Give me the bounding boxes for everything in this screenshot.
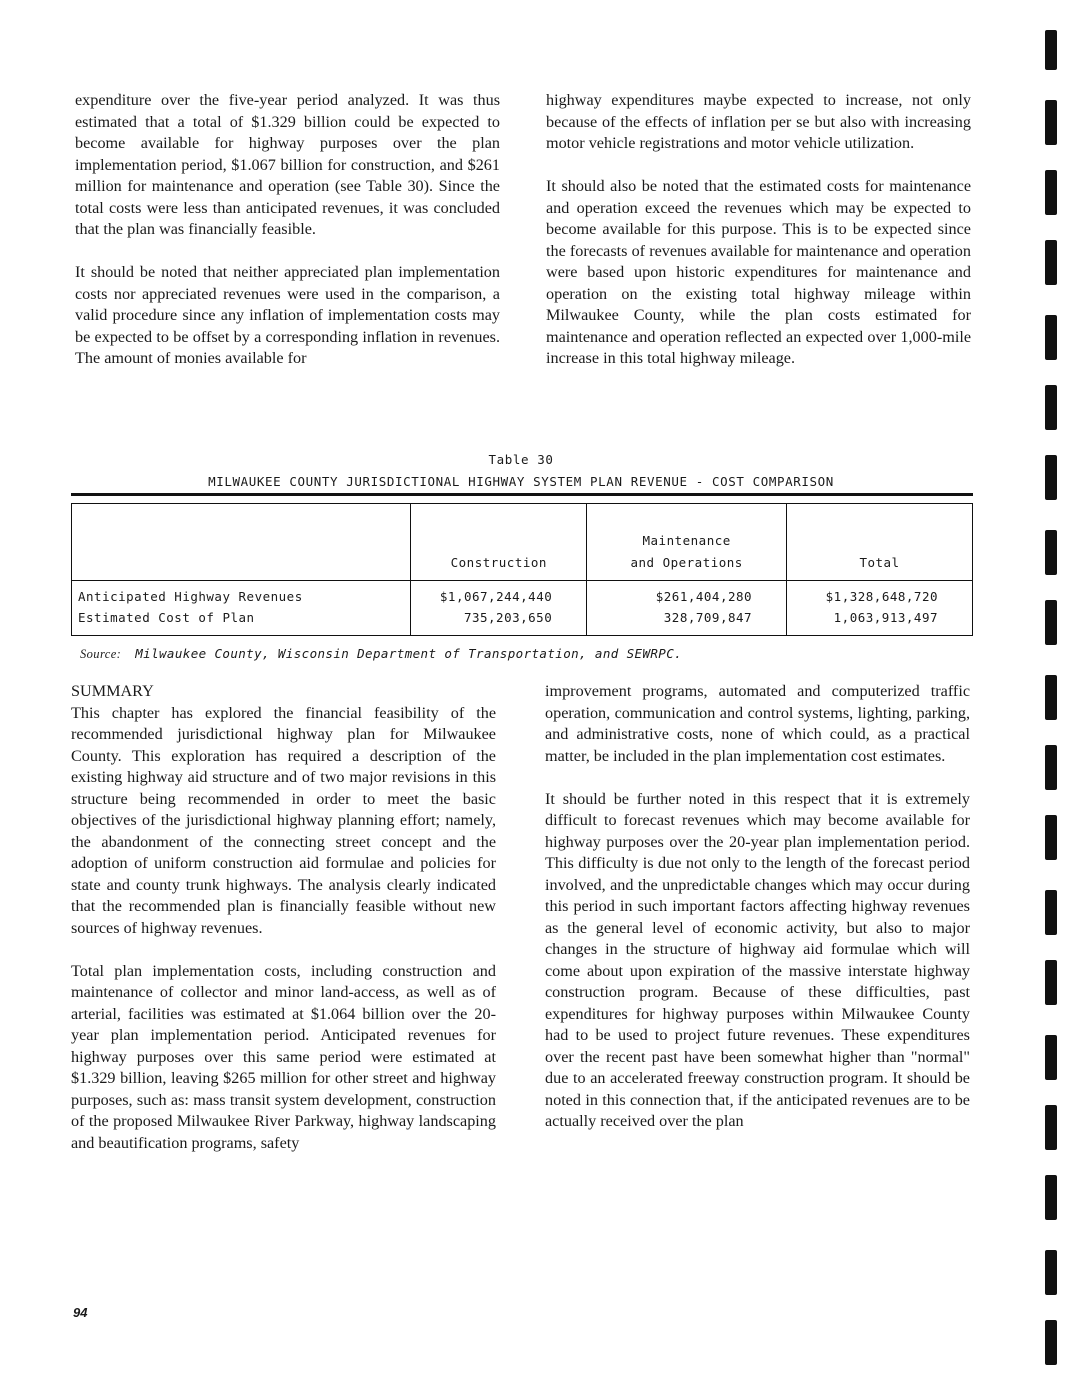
bottom-right-column xyxy=(545,681,970,1133)
binding-mark xyxy=(1045,890,1057,935)
binding-mark xyxy=(1045,30,1057,70)
page-number: 94 xyxy=(73,1305,88,1320)
cell-value: $1,328,648,720 xyxy=(825,589,938,604)
revenue-cost-table xyxy=(71,503,973,636)
binding-mark xyxy=(1045,815,1057,860)
table-header-row xyxy=(72,504,973,581)
binding-mark xyxy=(1045,600,1057,645)
cell-value: 1,063,913,497 xyxy=(833,610,938,625)
paragraph: highway expenditures maybe expected to increase, not only because of the effects of inflation per se but also with increasing motor vehicle registrations and motor vehicle utilization. xyxy=(546,91,971,152)
paragraph: It should be further noted in this respect that it is extremely difficult to forecast revenues which may become available for highway purposes over the 20-year plan implementation period. This difficulty is due not only to the length of the forecast period involved, and the unpredictable changes which may occur during this period in such important factors affecting highway revenues as the general level of economic activity, but also to major changes in the structure of highway aid formulae which will come about upon expiration of the massive interstate highway construction program. Because of these difficulties, past expenditures for highway purposes within Milwaukee County had to be used to project future revenues. These expenditures over the recent past have been somewhat higher than "normal" due to an accelerated freeway construction program. It should be noted in this connection that, if the anticipated revenues are to be actually received over the plan xyxy=(545,789,970,1130)
section-heading: SUMMARY xyxy=(71,682,154,700)
maintenance-values xyxy=(587,581,787,636)
cell-value: $261,404,280 xyxy=(655,589,753,604)
binding-mark xyxy=(1045,675,1057,720)
binding-mark xyxy=(1045,530,1057,575)
table-rule xyxy=(71,493,973,496)
table-row xyxy=(72,581,973,636)
binding-mark xyxy=(1045,385,1057,430)
binding-mark xyxy=(1045,315,1057,360)
row-label: Estimated Cost of Plan xyxy=(78,610,255,625)
header-empty xyxy=(72,504,411,581)
paragraph: This chapter has explored the financial feasibility of the recommended jurisdictional highway plan for Milwaukee County. This exploration has required a description of the existing highway aid structure and of two major revisions in this structure being recommended in order to meet the basic objectives of the jurisdictional highway planning effort; namely, the abandonment of the connecting street concept and the adoption of uniform construction aid formulae and policies for state and county trunk highways. The analysis clearly indicated that the recommended plan is financially feasible without new sources of highway revenues. xyxy=(71,703,496,937)
binding-mark xyxy=(1045,1035,1057,1080)
table-number: Table 30 xyxy=(488,452,554,467)
binding-mark xyxy=(1045,1105,1057,1150)
paragraph: Total plan implementation costs, including construction and maintenance of collector and minor land-access, as well as of arterial, facilities was estimated at $1.064 billion over the 20-year plan implementation period. Anticipated revenues for highway purposes over this same period were estimated at $1.329 billion, leaving $265 million for other street and highway purposes, such as: mass transit system development, construction of the proposed Milwaukee River Parkway, highway landscaping and beautification programs, safety xyxy=(71,961,496,1152)
source-text: Milwaukee County, Wisconsin Department of Transportation, and SEWRPC. xyxy=(135,646,683,661)
top-left-column xyxy=(75,90,500,370)
paragraph: improvement programs, automated and computerized traffic operation, communication and control systems, lighting, parking, and administrative costs, none of which could, as a practical matter, be included in the plan implementation cost estimates. xyxy=(545,682,970,765)
bottom-left-column xyxy=(71,681,496,1154)
construction-values xyxy=(411,581,587,636)
source-label: Source: xyxy=(80,647,122,661)
header-construction: Construction xyxy=(411,504,587,581)
header-total: Total xyxy=(787,504,973,581)
binding-mark xyxy=(1045,100,1057,145)
total-values xyxy=(787,581,973,636)
paragraph: It should be noted that neither appreciated plan implementation costs nor appreciated revenues were used in the comparison, a valid procedure since any inflation of implementation costs may be expected to be offset by a corresponding inflation in revenues. The amount of monies available for xyxy=(75,263,500,367)
paragraph: It should also be noted that the estimated costs for maintenance and operation exceed the revenues which may be expected to become available for this purpose. This is to be expected since the forecasts of revenues available for maintenance and operation were based upon historic expenditures for maintenance and operation on the existing total highway mileage within Milwaukee County, while the plan costs estimated for maintenance and operation reflected an expected over 1,000-mile increase in this total highway mileage. xyxy=(546,177,971,367)
header-maintenance: Maintenance and Operations xyxy=(587,504,787,581)
row-labels xyxy=(72,581,411,636)
table-caption xyxy=(70,449,972,493)
binding-mark xyxy=(1045,1250,1057,1295)
paragraph: expenditure over the five-year period analyzed. It was thus estimated that a total of $1.329 billion could be expected to become available for highway purposes over the plan implementation period, $1.067 billion for construction, and $261 million for maintenance and operation (see Table 30). Since the total costs were less than anticipated revenues, it was concluded that the plan was financially feasible. xyxy=(75,91,500,238)
binding-mark xyxy=(1045,1175,1057,1220)
row-label: Anticipated Highway Revenues xyxy=(78,589,303,604)
binding-mark xyxy=(1045,455,1057,500)
binding-mark xyxy=(1045,1320,1057,1365)
table-title: MILWAUKEE COUNTY JURISDICTIONAL HIGHWAY SYSTEM PLAN REVENUE - COST COMPARISON xyxy=(208,474,834,489)
binding-mark xyxy=(1045,170,1057,215)
binding-mark xyxy=(1045,240,1057,285)
binding-mark xyxy=(1045,745,1057,790)
table-source xyxy=(80,646,682,662)
cell-value: 735,203,650 xyxy=(463,610,553,625)
top-right-column xyxy=(546,90,971,370)
cell-value: $1,067,244,440 xyxy=(439,589,553,604)
cell-value: 328,709,847 xyxy=(663,610,753,625)
binding-mark xyxy=(1045,960,1057,1005)
